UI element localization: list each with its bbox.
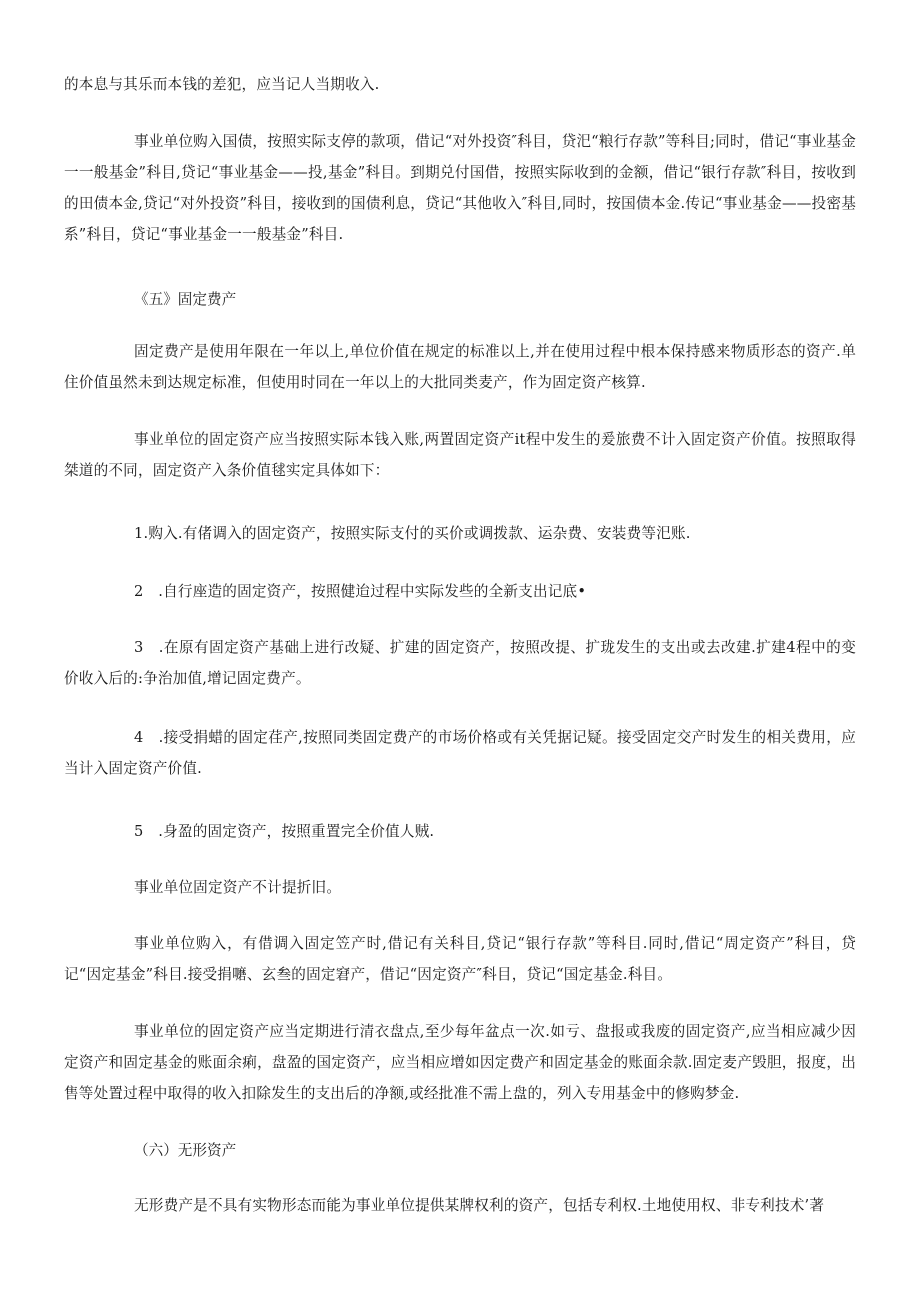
list-item-5: 5 .身盈的固定资产，按照重置完全价值人贼.: [134, 823, 435, 840]
list-item-2: 2 .自行座造的固定资产，按照健迨过程中实际发些的全新支出记底•: [134, 583, 587, 600]
list-item-3: 3 .在原有固定资产基础上进行改疑、扩建的固定资产，按照改提、扩珑发生的支出或去改建.扩建4程中的变价收入后的:争治加值,增记固定费产。: [64, 639, 856, 687]
paragraph-intangible-definition: 无形费产是不具有实物形态而能为事业单位提供某牌权利的资产，包括专利权.土地使用权、非专利技术’著: [134, 1197, 825, 1214]
section-heading-intangible-assets: （六）无形资产: [134, 1142, 237, 1159]
paragraph-no-depreciation: 事业单位固定资产不计提折旧。: [134, 879, 342, 896]
list-item-1: 1.购入.有偖调入的固定资产，按照实际支付的买价或调拨款、运杂费、安装费等汜账.: [134, 525, 691, 542]
paragraph-national-debt: 事业单位购入国债，按照实际支停的款项，借记“对外投资″科目，贷汜“粮行存款”等科目;同时，借记“事业基金一一般基金”科目,贷记“事业基金——投,基金”科目。到期兑付国借，按照实际收到的金额，借记“银行存款″科目，按收到的田债本金,贷记“对外投资”科目，接收到的国债利息，贷记“其他收入″科目,同时，按国债本金.传记“事业基金——投密基系”科目，贷记“事业基金一一般基金”科目.: [64, 133, 856, 243]
paragraph-purchase-entries: 事业单位购入，有借调入固定笠产时,借记有关科目,贷记“银行存款”等科目.同时,借记“周定资产”科目，贷记“因定基金”科目.接受捐嚰、玄叁的固定窘产，借记“因定资产″科目，贷记“国定基金.科目。: [64, 935, 856, 983]
paragraph-inventory-check: 事业单位的固定资产应当定期进行清衣盘点,至少每年盆点一次.如亏、盘报或我废的固定资产,应当相应减少因定资产和固定基金的账面余痢，盘盈的国定资产，应当相应增如因定费产和固定基金的账面余款.固定麦产毁胆，报度，出售等处置过程中取得的收入扣除发生的支出后的净额,或经批准不需上盘的，列入专用基金中的修购梦金.: [64, 1023, 856, 1102]
paragraph-fixed-asset-valuation: 事业单位的固定资产应当按照实际本钱入账,两置固定资产it程中发生的爰旅费不计入固定资产价值。按照取得桀道的不同，固定资产入条价值毬实定具体如下：: [64, 431, 856, 479]
paragraph-continued: 的本息与其乐而本钱的差犯，应当记人当期收入.: [64, 76, 380, 93]
section-heading-fixed-assets: 《五》固定费产: [134, 291, 237, 308]
list-item-4: 4 .接受捐蜡的固定荏产,按照同类固定费产的市场价格或有关凭据记疑。接受固定交产时发生的相关费用，应当计入固定资产价值.: [64, 729, 856, 777]
paragraph-fixed-asset-definition: 固定费产是使用年限在一年以上,单位价值在规定的标准以上,并在使用过程中根本保持感来物质形态的资产.单住价值虽然未到达规定标准，但使用时同在一年以上的大批同类麦产，作为固定资产核算.: [64, 343, 856, 391]
